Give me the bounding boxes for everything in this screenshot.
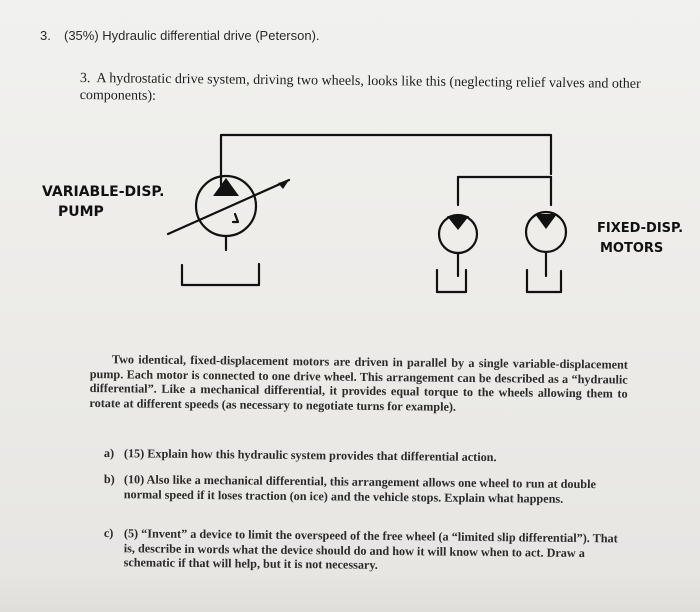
intro-number: 3. (79, 70, 91, 87)
motor-label-line1: FIXED-DISP. (597, 221, 684, 236)
pump-label-line1: VARIABLE-DISP. (42, 184, 165, 200)
page-shadow (0, 572, 700, 612)
question-b-text: (10) Also like a mechanical differential, this arrangement allows one wheel to run at double normal speed if it loses traction (on ice) and the vehicle stops. Explain what happens. (123, 472, 596, 506)
pump-center-arrow (233, 214, 238, 222)
motor2-tank-symbol (527, 270, 561, 292)
description-paragraph: Two identical, fixed-displacement motors are driven in parallel by a single variable-displacement pump. Each motor is connected to one drive wheel. This arrangement can be described as a “hydraulic differential”. Like a mechanical differential, it provides equal torque to the wheels allowing them to rotate at different speeds (as necessary to negotiate turns for example). (89, 352, 628, 414)
motor2-triangle (535, 214, 557, 229)
question-c-label: c) (103, 526, 114, 541)
motor1-triangle (447, 216, 469, 230)
intro-text: A hydrostatic drive system, driving two wheels, looks like this (neglecting relief valves and other components): (79, 71, 641, 104)
pump-label-line2: PUMP (58, 204, 104, 220)
problem-number: 3. (40, 28, 51, 43)
question-c (104, 526, 624, 575)
pump-triangle (213, 178, 239, 196)
question-a-label: a) (103, 446, 115, 461)
question-a (104, 446, 624, 466)
question-a-text: (15) Explain how this hydraulic system provides that differential action. (123, 446, 497, 465)
question-b-label: b) (103, 472, 115, 487)
motor1-tank-symbol (437, 270, 466, 292)
question-b (104, 472, 624, 507)
motor-label-line2: MOTORS (600, 241, 664, 256)
pump-tank-symbol (182, 264, 259, 285)
problem-title: (35%) Hydraulic differential drive (Peterson). (64, 28, 320, 43)
question-c-text: (5) “Invent” a device to limit the overspeed of the free wheel (a “limited slip differential”). That is, describe in words what the device should do and how it will know when to act. Draw a schematic if that will help, but it is not necessary. (123, 526, 618, 573)
